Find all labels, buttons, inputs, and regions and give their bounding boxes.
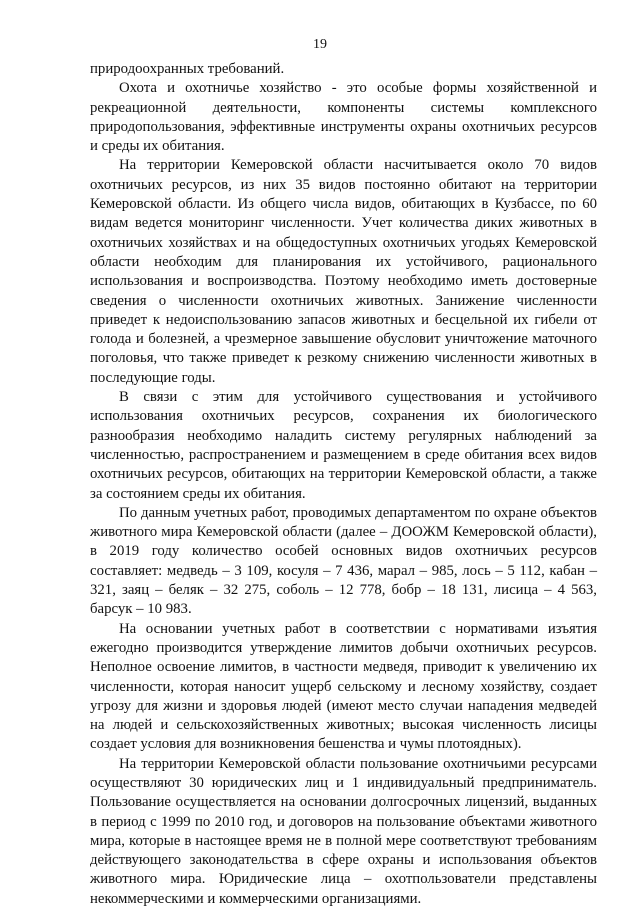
paragraph-continuation: природоохранных требований.	[90, 61, 285, 77]
paragraph-observation-system: В связи с этим для устойчивого существования и устойчивого использования охотничьих ресурсов, сохранения их биологического разнообразия необходимо наладить систему регулярных наблюдений за численностью, распространением и размещением в среде обитания всех видов охотничьих ресурсов, обитающих на территории Кемеровской области, а также за состоянием среды их обитания.	[90, 389, 597, 502]
paragraph-species-monitoring: На территории Кемеровской области насчитывается около 70 видов охотничьих ресурсов, из них 35 видов постоянно обитают на территории Кемеровской области. Из общего числа видов, обитающих в Кузбассе, по 60 видам ведется мониторинг численности. Учет количества диких животных в охотничьих хозяйствах и на общедоступных охотничьих угодьях Кемеровской области необходим для планирования их устойчивого, рационального использования и воспроизводства. Поэтому необходимо иметь достоверные сведения о численности охотничьих животных. Занижение численности приведет к недоиспользованию запасов животных и бесцельной их гибели от голода и болезней, а чрезмерное завышение обусловит уничтожение маточного поголовья, что также приведет к резкому снижению численности животных в последующие годы.	[90, 157, 597, 386]
document-body	[90, 60, 597, 909]
page-number: 19	[313, 37, 327, 52]
paragraph-resource-users: На территории Кемеровской области пользование охотничьими ресурсами осуществляют 30 юридических лиц и 1 индивидуальный предприниматель. Пользование осуществляется на основании долгосрочных лицензий, выданных в период с 1999 по 2010 год, и договоров на пользование объектами животного мира, которые в настоящее время не в полной мере соответствуют требованиям действующего законодательства в сфере охраны и использования объектов животного мира. Юридические лица – охотпользователи представлены некоммерческими и коммерческими организациями.	[90, 755, 597, 907]
paragraph-population-counts: По данным учетных работ, проводимых департаментом по охране объектов животного мира Кемеровской области (далее – ДООЖМ Кемеровской области), в 2019 году количество особей основных видов охотничьих ресурсов составляет: медведь – 3 109, косуля – 7 436, марал – 985, лось – 5 112, кабан – 321, заяц – беляк – 32 275, соболь – 12 778, бобр – 18 131, лисица – 4 563, барсук – 10 983.	[90, 504, 597, 618]
paragraph-harvest-limits: На основании учетных работ в соответствии с нормативами изъятия ежегодно производится утверждение лимитов добычи охотничьих ресурсов. Неполное освоение лимитов, в частности медведя, приводит к увеличению их численности, которая наносит ущерб сельскому и лесному хозяйству, создает угрозу для жизни и здоровья людей (имеют место случаи нападения медведей на людей и сельскохозяйственных животных; высокая численность лисицы создает условия для возникновения бешенства и чумы плотоядных).	[90, 620, 597, 753]
paragraph-hunting-definition: Охота и охотничье хозяйство - это особые формы хозяйственной и рекреационной деятельности, компоненты системы комплексного природопользования, эффективные инструменты охраны охотничьих ресурсов и среды их обитания.	[90, 80, 597, 155]
